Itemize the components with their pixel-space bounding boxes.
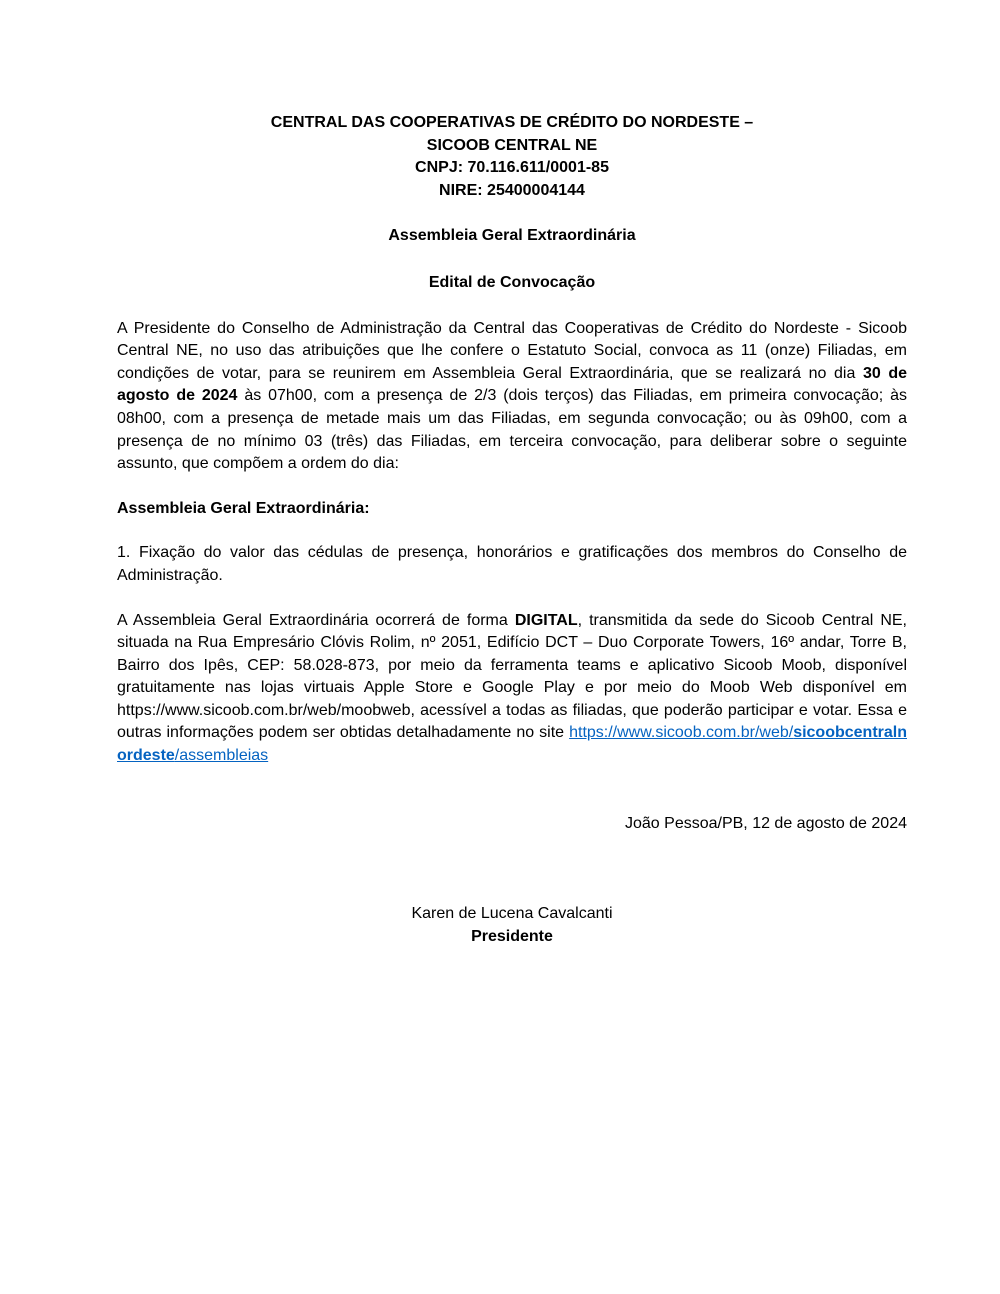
header-org-line2: SICOOB CENTRAL NE bbox=[426, 136, 598, 154]
agenda-item-1: 1. Fixação do valor das cédulas de presença, honorários e gratificações dos membros do Conselho de Administração. bbox=[117, 544, 907, 584]
digital-bold: DIGITAL bbox=[514, 611, 578, 629]
assembleias-link-prefix: https://www.sicoob.com.br/web/ bbox=[569, 724, 794, 742]
assembleias-link-bold: sicoobcentralnordeste bbox=[117, 724, 907, 765]
document-content bbox=[117, 112, 907, 948]
paragraph-convocation bbox=[117, 318, 907, 476]
paragraph-convocation-text-1: A Presidente do Conselho de Administração da Central das Cooperativas de Crédito do Nordeste - Sicoob Central NE, no uso das atribuições que lhe confere o Estatuto Social, convoca as 11 (onze) Filiadas, em condições de votar, para se reunirem em Assembleia Geral Extraordinária, que se realizará no dia bbox=[117, 319, 907, 382]
header-org-line1: CENTRAL DAS COOPERATIVAS DE CRÉDITO DO NORDESTE – bbox=[270, 114, 754, 131]
paragraph-digital-text-2: , transmitida da sede do Sicoob Central NE, situada na Rua Empresário Clóvis Rolim, nº 2051, Edifício DCT – Duo Corporate Towers, 16º andar, Torre B, Bairro dos Ipês, CEP: 58.028-873, por meio da ferramenta teams e aplicativo Sicoob Moob, disponível gratuitamente nas lojas virtuais Apple Store e Google Play e por meio do Moob Web disponível em https://www.sicoob.com.br/web/moobweb, acessível a todas as filiadas, que poderão participar e votar. Essa e outras informações podem ser obtidas detalhadamente no site bbox=[117, 611, 907, 742]
document-title: Assembleia Geral Extraordinária bbox=[388, 227, 636, 245]
signature-role: Presidente bbox=[471, 927, 553, 945]
paragraph-digital-text-1: A Assembleia Geral Extraordinária ocorrerá de forma bbox=[117, 611, 515, 629]
agenda-heading: Assembleia Geral Extraordinária: bbox=[117, 499, 370, 517]
meeting-date-bold: 30 de agosto de 2024 bbox=[117, 364, 907, 405]
assembleias-link-suffix: /assembleias bbox=[174, 747, 269, 765]
signature-name: Karen de Lucena Cavalcanti bbox=[411, 905, 613, 923]
document-subtitle: Edital de Convocação bbox=[428, 273, 596, 291]
header-cnpj: CNPJ: 70.116.611/0001-85 bbox=[415, 159, 609, 177]
paragraph-digital bbox=[117, 610, 907, 768]
document-header bbox=[117, 112, 907, 202]
signature-block bbox=[117, 903, 907, 948]
place-date-line: João Pessoa/PB, 12 de agosto de 2024 bbox=[625, 814, 907, 832]
header-nire: NIRE: 25400004144 bbox=[439, 181, 585, 199]
paragraph-convocation-text-2: às 07h00, com a presença de 2/3 (dois terços) das Filiadas, em primeira convocação; às 08h00, com a presença de metade mais um das Filiadas, em segunda convocação; ou às 09h00, com a presença de no mínimo 03 (três) das Filiadas, em terceira convocação, para deliberar sobre o seguinte assunto, que compõem a ordem do dia: bbox=[117, 387, 907, 473]
